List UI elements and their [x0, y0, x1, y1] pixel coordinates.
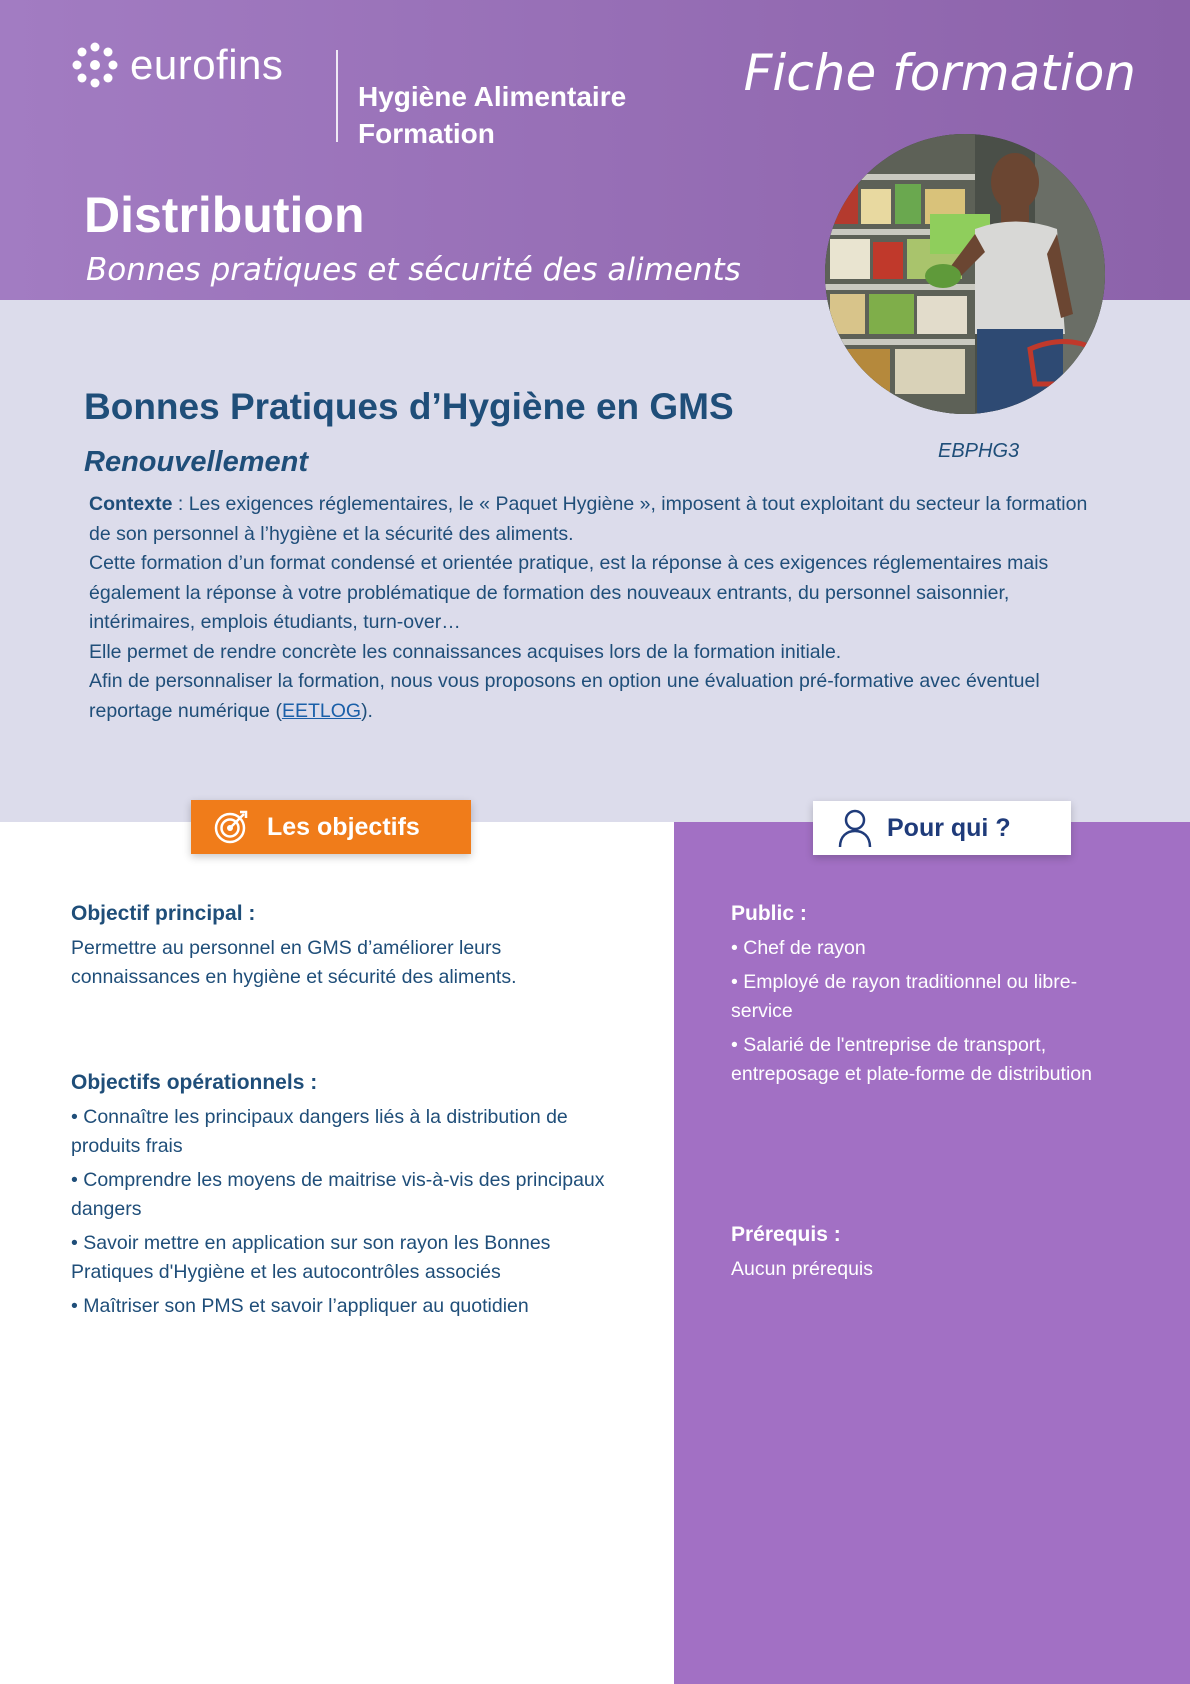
- operational-objectives-title: Objectifs opérationnels :: [71, 1071, 318, 1094]
- list-item: • Connaître les principaux dangers liés à la distribution de produits frais: [71, 1106, 568, 1157]
- context-text-4-start: Afin de personnaliser la formation, nous vous proposons en option une évaluation pré-formative avec éventuel reportage numérique (: [89, 670, 1040, 722]
- eurofins-dots-icon: [72, 42, 118, 88]
- objectives-header-label: Les objectifs: [267, 812, 420, 841]
- document-type: Fiche formation: [743, 44, 1136, 102]
- context-paragraph-4: [89, 667, 1109, 726]
- main-objective-section: [71, 899, 631, 992]
- public-section: [731, 899, 1131, 1094]
- shopper-photo: [825, 134, 1105, 414]
- objectives-header: [191, 800, 471, 854]
- list-item: • Comprendre les moyens de maitrise vis-à-vis des principaux dangers: [71, 1169, 605, 1220]
- target-icon: [213, 809, 249, 845]
- shopper-illustration: [825, 134, 1105, 414]
- prerequisites-section: [731, 1220, 1131, 1284]
- audience-header-label: Pour qui ?: [887, 813, 1011, 842]
- context-label: Contexte: [89, 493, 173, 515]
- list-item: • Maîtriser son PMS et savoir l’appliquer au quotidien: [71, 1295, 529, 1317]
- eurofins-logo: [72, 42, 283, 88]
- page-subtitle: Bonnes pratiques et sécurité des aliments: [86, 252, 741, 288]
- list-item: • Employé de rayon traditionnel ou libre-service: [731, 971, 1078, 1022]
- prerequisites-title: Prérequis :: [731, 1223, 841, 1246]
- context-paragraph-2: Cette formation d’un format condensé et orientée pratique, est la réponse à ces exigences réglementaires mais également la réponse à votre problématique de formation des nouveaux entrants, du personnel saisonnier, intérimaires, emplois étudiants, turn-over…: [89, 552, 1049, 633]
- division-line-2: Formation: [358, 118, 495, 149]
- audience-header: [813, 801, 1071, 855]
- division-line-1: Hygiène Alimentaire: [358, 81, 627, 112]
- list-item: • Chef de rayon: [731, 937, 866, 959]
- course-variant: Renouvellement: [84, 446, 308, 478]
- logo-divider: [336, 50, 338, 142]
- public-title: Public :: [731, 902, 807, 925]
- context-section: [89, 490, 1109, 726]
- context-text-1: : Les exigences réglementaires, le « Paquet Hygiène », imposent à tout exploitant du secteur la formation de son personnel à l’hygiène et la sécurité des aliments.: [89, 493, 1088, 545]
- division-name: [358, 78, 626, 152]
- context-text-4-end: ).: [361, 699, 373, 722]
- main-objective-text: Permettre au personnel en GMS d’améliorer leurs connaissances en hygiène et sécurité des aliments.: [71, 937, 517, 988]
- logo-wordmark: eurofins: [130, 41, 284, 88]
- context-paragraph-3: Elle permet de rendre concrète les connaissances acquises lors de la formation initiale.: [89, 640, 842, 663]
- list-item: • Savoir mettre en application sur son rayon les Bonnes Pratiques d'Hygiène et les autocontrôles associés: [71, 1232, 551, 1283]
- person-icon: [837, 808, 873, 848]
- prerequisites-text: Aucun prérequis: [731, 1258, 874, 1280]
- eetlog-link[interactable]: EETLOG: [281, 699, 362, 722]
- course-title: Bonnes Pratiques d’Hygiène en GMS: [84, 386, 734, 427]
- operational-objectives-section: [71, 1068, 631, 1326]
- page-title: Distribution: [84, 187, 365, 243]
- list-item: • Salarié de l'entreprise de transport, entreposage et plate-forme de distribution: [731, 1034, 1092, 1085]
- course-code: EBPHG3: [938, 440, 1020, 462]
- context-paragraph-1: [89, 490, 1109, 549]
- main-objective-title: Objectif principal :: [71, 902, 256, 925]
